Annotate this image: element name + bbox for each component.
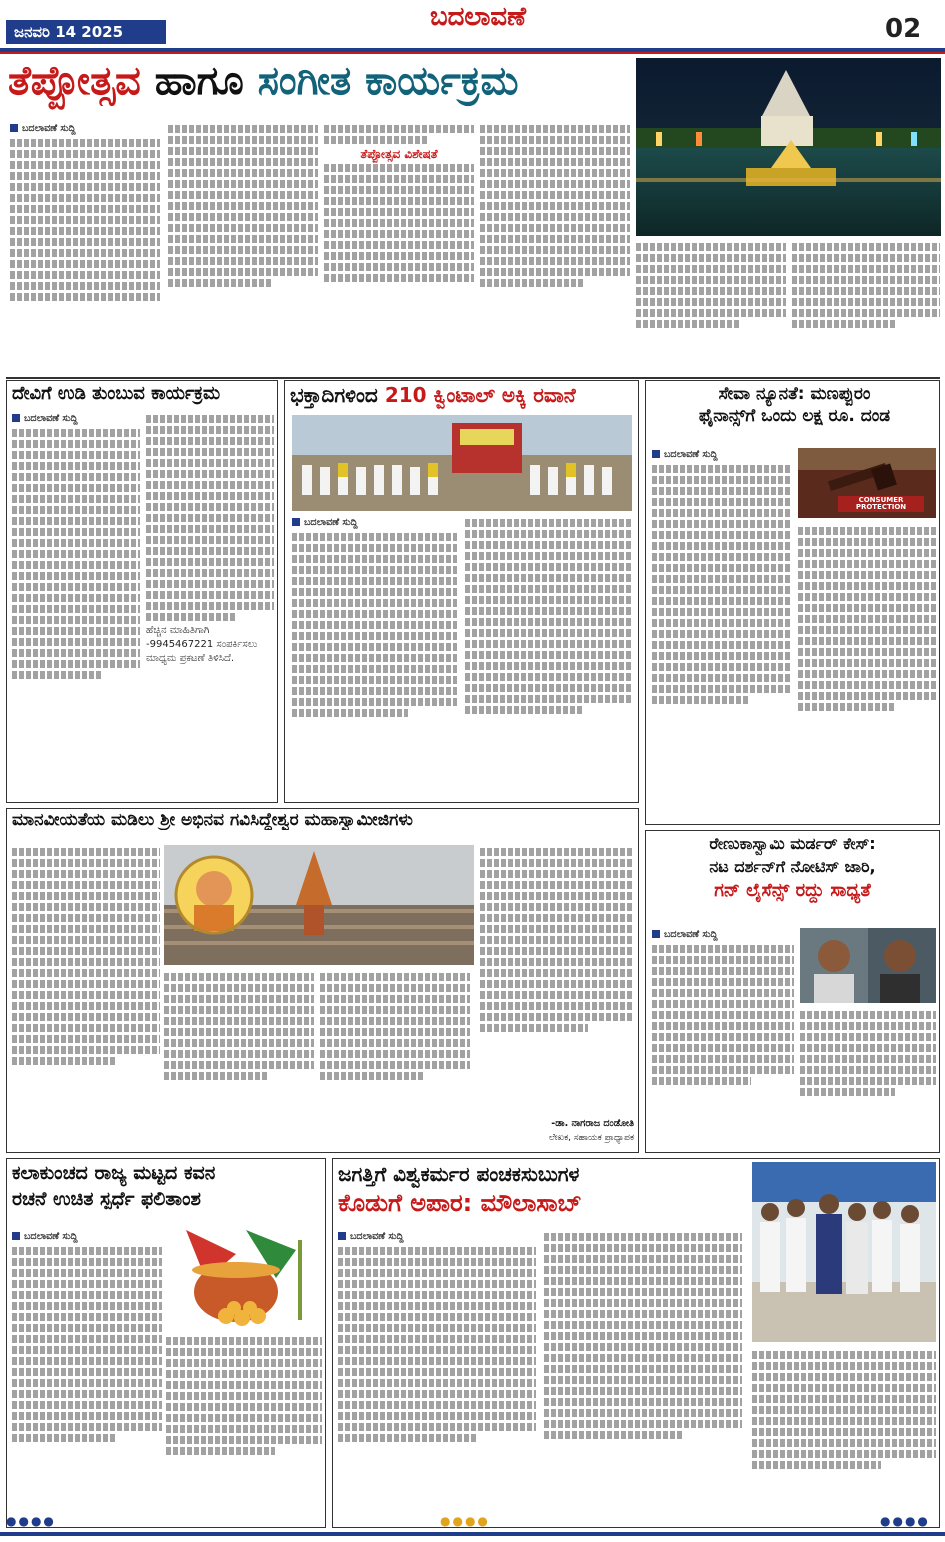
vishwakarma-byline: ಬದಲಾವಣೆ ಸುದ್ದಿ <box>338 1230 536 1244</box>
section-divider <box>6 377 940 379</box>
page-number: 02 <box>885 14 922 44</box>
teppotsava-col5 <box>636 240 786 370</box>
kalakunchada-col1 <box>12 1230 162 1522</box>
issue-date: ಜನವರಿ 14 2025 <box>6 20 166 44</box>
vishwakarma-col1 <box>338 1230 536 1522</box>
devi-col2 <box>146 412 274 797</box>
devi-byline: ಬದಲಾವಣೆ ಸುದ್ದಿ <box>12 412 140 426</box>
manappuram-headline: ಸೇವಾ ನ್ಯೂನತೆ: ಮಣಪ್ಪುರಂ ಫೈನಾನ್ಸ್‌ಗೆ ಒಂದು ಲಕ್ಷ ರೂ. ದಂಡ <box>698 384 891 426</box>
mahaswamiji-headline: ಮಾನವೀಯತೆಯ ಮಡಿಲು ಶ್ರೀ ಅಭಿನವ ಗವಿಸಿದ್ದೇಶ್ವರ ಮಹಾಸ್ವಾಮೀಜಿಗಳು <box>12 812 413 830</box>
mahaswamiji-photo <box>164 845 474 965</box>
teppotsava-subhead: ತೆಪ್ಪೋತ್ಸವ ವಿಶೇಷತೆ <box>360 147 438 161</box>
teppotsava-col3 <box>324 122 474 372</box>
vishwakarma-col2 <box>544 1230 742 1522</box>
header-rule-accent <box>0 52 945 54</box>
renukaswamy-col2 <box>800 1008 936 1148</box>
mahaswamiji-col2 <box>164 970 314 1147</box>
rice-headline: ಭಕ್ತಾದಿಗಳಿಂದ 210 ಕ್ವಿಂಟಾಲ್ ಅಕ್ಕಿ ರವಾನೆ <box>290 383 576 407</box>
manappuram-col2 <box>798 524 936 818</box>
renukaswamy-headline: ರೇಣುಕಾಸ್ವಾಮಿ ಮರ್ಡರ್ ಕೇಸ್: ನಟ ದರ್ಶನ್‌ಗೆ ನೋಟಿಸ್ ಜಾರಿ, ಗನ್ ಲೈಸೆನ್ಸ್ ರದ್ದು ಸಾಧ್ಯತೆ <box>709 834 876 901</box>
darshan-photo <box>800 928 936 1003</box>
masthead: ಬದಲಾವಣೆ <box>430 2 527 32</box>
mahaswamiji-author-role: ಲೇಖಕ, ಸಹಾಯಕ ಪ್ರಾಧ್ಯಾಪಕ <box>548 1133 634 1143</box>
teppotsava-col6 <box>792 240 940 370</box>
rice-byline: ಬದಲಾವಣೆ ಸುದ್ದಿ <box>292 516 457 530</box>
mahaswamiji-author: -ಡಾ. ನಾಗರಾಜ ದಂಡೋತಿ <box>551 1118 634 1129</box>
manappuram-col1 <box>652 448 792 818</box>
footer-dots-center: ●●●● <box>440 1514 490 1528</box>
vishwakarma-headline: ಜಗತ್ತಿಗೆ ವಿಶ್ವಕರ್ಮರ ಪಂಚಕಸುಬುಗಳ ಕೊಡುಗೆ ಅಪಾರ: ಮೌಲಾಸಾಬ್ <box>338 1162 582 1217</box>
vishwakarma-photo <box>752 1162 936 1342</box>
teppotsava-photo <box>636 58 941 236</box>
rice-col2 <box>465 516 632 799</box>
footer-rule <box>0 1532 945 1536</box>
devi-closing: ಮಾಧ್ಯಮ ಪ್ರಕಟಣೆ ತಿಳಿಸಿದೆ. <box>146 653 235 664</box>
kalakunchada-headline: ಕಲಾಕುಂಚದ ರಾಜ್ಯ ಮಟ್ಟದ ಕವನ ರಚನೆ ಉಚಿತ ಸ್ಪರ್ಧೆ ಫಲಿತಾಂಶ <box>12 1162 216 1210</box>
devi-col1 <box>12 412 140 797</box>
consumer-protection-label: CONSUMER PROTECTION <box>855 496 907 511</box>
teppotsava-col1 <box>10 122 160 372</box>
manappuram-byline: ಬದಲಾವಣೆ ಸುದ್ದಿ <box>652 448 792 462</box>
sankranti-photo <box>166 1230 322 1330</box>
teppotsava-byline: ಬದಲಾವಣೆ ಸುದ್ದಿ <box>10 122 160 136</box>
teppotsava-col2 <box>168 122 318 372</box>
devi-contact: ಹೆಚ್ಚಿನ ಮಾಹಿತಿಗಾಗಿ <box>146 625 210 636</box>
kalakunchada-byline: ಬದಲಾವಣೆ ಸುದ್ದಿ <box>12 1230 162 1244</box>
rice-photo <box>292 415 632 511</box>
footer-dots-left: ●●●● <box>6 1514 56 1528</box>
devi-phone: -9945467221 ಸಂಪರ್ಕಿಸಲು <box>146 639 258 650</box>
footer-dots-right: ●●●● <box>880 1514 930 1528</box>
teppotsava-headline: ತೆಪ್ಪೋತ್ಸವ ಹಾಗೂ ಸಂಗೀತ ಕಾರ್ಯಕ್ರಮ <box>8 58 519 104</box>
kalakunchada-col2 <box>166 1334 322 1522</box>
renukaswamy-col1 <box>652 928 794 1148</box>
rice-col1 <box>292 516 457 799</box>
consumer-protection-photo <box>798 448 936 518</box>
devi-headline: ದೇವಿಗೆ ಉಡಿ ತುಂಬುವ ಕಾರ್ಯಕ್ರಮ <box>12 383 221 404</box>
vishwakarma-col3 <box>752 1348 936 1522</box>
mahaswamiji-col4 <box>480 845 634 1110</box>
mahaswamiji-col3 <box>320 970 470 1147</box>
renukaswamy-byline: ಬದಲಾವಣೆ ಸುದ್ದಿ <box>652 928 794 942</box>
mahaswamiji-col1 <box>12 845 160 1147</box>
teppotsava-col4 <box>480 122 630 372</box>
